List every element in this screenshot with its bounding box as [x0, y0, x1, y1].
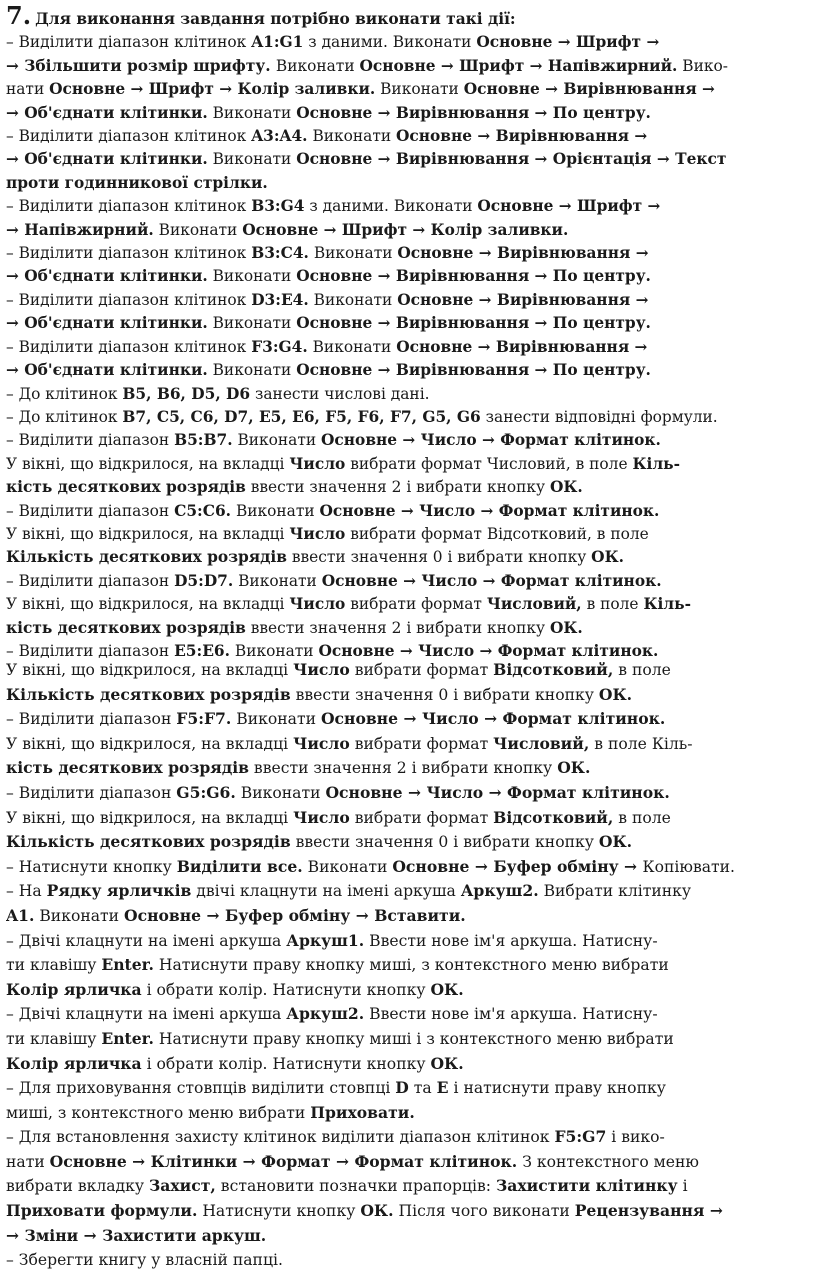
text-line	[6, 781, 812, 806]
text-run: Виконати	[308, 244, 398, 263]
bold-text: Виділити все.	[176, 856, 303, 876]
bold-text: Число	[289, 524, 346, 543]
text-line	[6, 359, 812, 382]
bold-text: Кіль-	[643, 595, 691, 614]
text-line	[6, 806, 812, 831]
bold-text: Основне → Вирівнювання →	[396, 337, 648, 356]
bold-text: Основне → Число → Формат клітинок.	[319, 501, 660, 520]
bold-text: A3:A4.	[251, 127, 308, 146]
text-line	[6, 312, 812, 335]
text-line	[6, 148, 812, 171]
bold-text: Число	[293, 733, 350, 753]
text-line	[6, 658, 812, 683]
bold-text: ОК.	[550, 618, 583, 637]
bold-text: E5:E6.	[174, 641, 230, 660]
bold-text: E	[436, 1078, 449, 1098]
text-run: – До клітинок	[6, 384, 123, 403]
text-run: і	[677, 1177, 688, 1196]
text-run: – Виділити діапазон клітинок	[6, 197, 252, 216]
bold-text: Число	[293, 807, 350, 827]
text-run: ввести значення 2 і вибрати кнопку	[245, 478, 551, 497]
bold-text: Основне → Шрифт →	[476, 33, 660, 52]
text-line	[6, 242, 812, 265]
bold-text: Основне → Вирівнювання →	[463, 80, 715, 99]
text-run: в поле	[613, 661, 671, 679]
text-run: Виконати	[232, 431, 322, 450]
bold-text: Аркуш2.	[460, 881, 539, 901]
bold-text: B7, C5, C6, D7, E5, E6, F5, F6, F7, G5, G6	[122, 407, 481, 426]
bold-text: ОК.	[360, 1201, 394, 1221]
text-line	[6, 683, 812, 708]
bold-text: Число	[289, 595, 346, 614]
bold-text: Основне → Шрифт →	[477, 197, 661, 216]
text-line	[6, 219, 812, 242]
text-run: У вікні, що відкрилося, на вкладці	[6, 595, 290, 614]
text-run: – Виділити діапазон клітинок	[6, 33, 252, 52]
text-run: У вікні, що відкрилося, на вкладці	[6, 661, 294, 679]
text-run: встановити позначки прапорців:	[215, 1177, 496, 1196]
text-run: та	[408, 1079, 437, 1098]
bold-text: F3:G4.	[251, 337, 308, 356]
task-text-bottom	[6, 658, 812, 1273]
text-run: вибрати формат Відсотковий, в поле	[345, 524, 649, 543]
text-line	[6, 476, 812, 499]
text-run: з даними. Виконати	[304, 197, 478, 216]
bold-text: Основне → Число → Формат клітинок.	[325, 782, 670, 802]
text-run: миші, з контекстного меню вибрати	[6, 1103, 311, 1122]
text-run: Виконати	[233, 571, 322, 590]
text-line	[6, 732, 812, 757]
bold-text: F5:F7.	[176, 709, 232, 729]
bold-text: Основне → Вирівнювання →	[397, 244, 649, 263]
text-run: вибрати формат Числовий, в поле	[345, 454, 633, 473]
text-line	[6, 1027, 812, 1052]
text-run: Виконати	[207, 103, 297, 122]
bold-text: Основне → Вирівнювання →	[397, 290, 649, 309]
bold-text: ОК.	[557, 758, 591, 778]
bold-text: ОК.	[430, 1053, 464, 1073]
text-line	[6, 1101, 812, 1126]
text-line	[6, 904, 812, 929]
text-line	[6, 570, 812, 593]
text-line	[6, 1076, 812, 1101]
bold-text: Основне → Вирівнювання → По центру.	[296, 103, 651, 122]
text-run: Натиснути праву кнопку миші і з контекстного меню вибрати	[153, 1029, 674, 1048]
text-run: У вікні, що відкрилося, на вкладці	[6, 524, 290, 543]
bold-text: Аркуш2.	[286, 1004, 365, 1024]
text-run: Вико-	[677, 56, 728, 75]
text-run: – Виділити діапазон клітинок	[6, 244, 252, 263]
text-run: в поле	[581, 595, 644, 614]
text-line	[6, 1199, 812, 1224]
text-run: Виконати	[207, 361, 297, 380]
bold-text: → Напівжирний.	[6, 220, 154, 239]
text-line	[6, 78, 812, 101]
bold-text: Захист,	[149, 1176, 216, 1196]
bold-text: ОК.	[598, 684, 633, 704]
text-run: Натиснути кнопку	[197, 1202, 361, 1221]
bold-text: Основне → Вирівнювання → По центру.	[296, 267, 651, 286]
bold-text: Числовий,	[493, 733, 590, 753]
text-run: У вікні, що відкрилося, на вкладці	[6, 808, 294, 827]
text-run: – Виділити діапазон клітинок	[6, 127, 252, 146]
text-run: вибрати формат	[349, 808, 494, 827]
bold-text: → Об'єднати клітинки.	[6, 314, 208, 333]
text-run: Вибрати клітинку	[538, 882, 692, 901]
text-line	[6, 1248, 812, 1273]
text-line	[6, 31, 812, 54]
bold-text: Основне → Шрифт → Напівжирний.	[359, 56, 678, 75]
text-run: – Виділити діапазон	[6, 571, 175, 590]
bold-text: D5:D7.	[174, 571, 234, 590]
bold-text: → Зміни → Захистити аркуш.	[6, 1225, 267, 1245]
text-run: Виконати	[153, 220, 243, 239]
text-line	[6, 1052, 812, 1077]
bold-text: Приховати формули.	[6, 1201, 198, 1221]
text-run: Ввести нове ім'я аркуша. Натисну-	[364, 931, 658, 950]
text-run: Виконати	[34, 906, 125, 925]
text-run: і натиснути праву кнопку	[448, 1079, 666, 1098]
text-run: вибрати формат	[345, 595, 487, 614]
text-run: – До клітинок	[6, 407, 123, 426]
text-line	[6, 383, 812, 406]
bold-text: F5:G7	[554, 1127, 607, 1147]
text-line	[6, 830, 812, 855]
text-run: занести числові дані.	[250, 384, 430, 403]
text-run: ввести значення 0 і вибрати кнопку	[290, 685, 599, 704]
bold-text: B3:C4.	[251, 244, 309, 263]
text-line	[6, 289, 812, 312]
bold-text: C5:C6.	[174, 501, 232, 520]
text-run: Виконати	[207, 314, 297, 333]
bold-text: → Об'єднати клітинки.	[6, 103, 208, 122]
text-line	[6, 707, 812, 732]
text-line	[6, 978, 812, 1003]
bold-text: ОК.	[591, 548, 624, 567]
text-run: Виконати	[307, 337, 397, 356]
text-run: – Двічі клацнути на імені аркуша	[6, 1005, 287, 1024]
bold-text: B3:G4	[251, 197, 305, 216]
text-run: ти клавішу	[6, 1029, 102, 1048]
text-run: Виконати	[275, 56, 360, 75]
text-line	[6, 1002, 812, 1027]
text-run: ввести значення 2 і вибрати кнопку	[245, 618, 551, 637]
text-run: ввести значення 0 і вибрати кнопку	[290, 833, 599, 852]
text-run: – Виділити діапазон	[6, 710, 177, 729]
text-run: ти клавішу	[6, 956, 102, 975]
text-line	[6, 125, 812, 148]
text-line	[6, 523, 812, 546]
bold-text: кість десяткових розрядів	[6, 758, 249, 778]
bold-text: Захистити клітинку	[496, 1176, 678, 1196]
text-run: нати	[6, 80, 50, 99]
text-run: з даними. Виконати	[303, 33, 477, 52]
text-run: – Виділити діапазон клітинок	[6, 290, 252, 309]
text-run: вибрати вкладку	[6, 1177, 150, 1196]
bold-text: D3:E4.	[251, 290, 309, 309]
text-run: в поле Кіль-	[589, 734, 693, 753]
text-run: Виконати	[375, 80, 464, 99]
bold-text: Основне → Число → Формат клітинок.	[318, 641, 659, 660]
text-run: Виконати	[230, 641, 319, 660]
text-run: вибрати формат	[349, 734, 494, 753]
bold-text: Аркуш1.	[286, 930, 365, 950]
text-line	[6, 336, 812, 359]
text-run: – Для встановлення захисту клітинок виділити діапазон клітинок	[6, 1128, 555, 1147]
bold-text: кість десяткових розрядів	[6, 618, 246, 637]
text-line	[6, 172, 812, 195]
text-run: ввести значення 0 і вибрати кнопку	[286, 548, 592, 567]
text-line	[6, 1150, 812, 1175]
text-run: ввести значення 2 і вибрати кнопку	[248, 759, 558, 778]
text-run: Виконати	[231, 501, 320, 520]
text-line	[6, 756, 812, 781]
text-run: У вікні, що відкрилося, на вкладці	[6, 734, 294, 753]
task-text-top	[6, 4, 812, 663]
bold-text: Кількість десяткових розрядів	[6, 684, 291, 704]
bold-text: Основне → Вирівнювання → По центру.	[296, 314, 651, 333]
text-line	[6, 929, 812, 954]
bold-text: Основне → Вирівнювання → По центру.	[296, 361, 651, 380]
bold-text: B5, B6, D5, D6	[122, 384, 251, 403]
bold-text: B5:B7.	[174, 431, 233, 450]
bold-text: Кіль-	[632, 454, 681, 473]
text-line	[6, 593, 812, 616]
text-run: в поле	[613, 808, 671, 827]
text-line	[6, 102, 812, 125]
text-line	[6, 265, 812, 288]
bold-text: кість десяткових розрядів	[6, 478, 246, 497]
bold-text: Приховати.	[310, 1102, 415, 1122]
bold-text: A1.	[6, 905, 35, 925]
text-run: У вікні, що відкрилося, на вкладці	[6, 454, 290, 473]
text-run: і обрати колір. Натиснути кнопку	[141, 980, 431, 999]
text-run: – Виділити діапазон	[6, 641, 175, 660]
text-line	[6, 453, 812, 476]
bold-text: Відсотковий,	[493, 807, 614, 827]
text-run: – Виділити діапазон	[6, 431, 175, 450]
text-run: і обрати колір. Натиснути кнопку	[141, 1054, 431, 1073]
bold-text: D	[395, 1078, 409, 1098]
text-run: – Зберегти книгу у власній папці.	[6, 1251, 283, 1270]
bold-text: Основне → Буфер обміну →	[392, 856, 643, 876]
text-run: двічі клацнути на імені аркуша	[191, 882, 461, 901]
bold-text: Основне → Вирівнювання → Орієнтація → Текст	[296, 150, 727, 169]
bold-text: Enter.	[101, 1028, 154, 1048]
text-run: Ввести нове ім'я аркуша. Натисну-	[364, 1005, 658, 1024]
text-line	[6, 1224, 812, 1249]
text-run: Виконати	[235, 783, 326, 802]
bold-text: Основне → Число → Формат клітинок.	[321, 571, 662, 590]
bold-text: Відсотковий,	[493, 660, 614, 679]
bold-text: Для виконання завдання потрібно виконати такі дії:	[35, 10, 516, 28]
text-run: вибрати формат	[349, 661, 494, 679]
bold-text: Основне → Число → Формат клітинок.	[321, 431, 661, 450]
task-number: 7.	[6, 4, 32, 30]
text-run: – Двічі клацнути на імені аркуша	[6, 931, 287, 950]
text-run: Виконати	[231, 710, 321, 729]
bold-text: ОК.	[430, 979, 464, 999]
text-run: – Натиснути кнопку	[6, 857, 177, 876]
bold-text: A1:G1	[251, 33, 304, 52]
text-run: Виконати	[302, 857, 393, 876]
bold-text: G5:G6.	[176, 782, 236, 802]
text-run: Після чого виконати	[393, 1202, 575, 1221]
text-run: – Виділити діапазон	[6, 501, 175, 520]
bold-text: Enter.	[101, 955, 154, 975]
text-run: Виконати	[308, 290, 398, 309]
text-line	[6, 500, 812, 523]
bold-text: Рецензування →	[574, 1201, 723, 1221]
bold-text: → Збільшити розмір шрифту.	[6, 56, 276, 75]
bold-text: Основне → Шрифт → Колір заливки.	[49, 80, 376, 99]
bold-text: ОК.	[598, 832, 633, 852]
bold-text: → Об'єднати клітинки.	[6, 150, 208, 169]
text-line	[6, 429, 812, 452]
text-line	[6, 55, 812, 78]
text-run: – Виділити діапазон	[6, 783, 177, 802]
bold-text: Основне → Вирівнювання →	[396, 127, 648, 146]
text-run: Виконати	[207, 150, 297, 169]
bold-text: → Об'єднати клітинки.	[6, 267, 208, 286]
text-run: – На	[6, 882, 47, 901]
text-line	[6, 406, 812, 429]
bold-text: → Об'єднати клітинки.	[6, 361, 208, 380]
bold-text: Число	[289, 454, 346, 473]
text-line	[6, 1174, 812, 1199]
text-line	[6, 195, 812, 218]
text-run: занести відповідні формули.	[480, 407, 718, 426]
text-line	[6, 879, 812, 904]
text-run: Виконати	[307, 127, 396, 146]
text-run: нати	[6, 1152, 50, 1171]
text-run: Натиснути праву кнопку миші, з контекстного меню вибрати	[153, 956, 669, 975]
bold-text: Колір ярличка	[6, 1053, 142, 1073]
text-line	[6, 1125, 812, 1150]
text-line	[6, 4, 812, 31]
bold-text: Основне → Клітинки → Формат → Формат клітинок.	[49, 1151, 518, 1171]
text-run: і вико-	[606, 1128, 665, 1147]
bold-text: Колір ярличка	[6, 979, 142, 999]
bold-text: Кількість десяткових розрядів	[6, 832, 291, 852]
text-run: Копіювати.	[642, 857, 736, 876]
text-run: Виконати	[207, 267, 297, 286]
text-run: – Для приховування стовпців виділити стовпці	[6, 1079, 396, 1098]
bold-text: Кількість десяткових розрядів	[6, 548, 287, 567]
text-line	[6, 617, 812, 640]
text-line	[6, 953, 812, 978]
bold-text: Числовий,	[486, 595, 582, 614]
bold-text: проти годинникової стрілки.	[6, 173, 268, 192]
bold-text: ОК.	[550, 478, 583, 497]
bold-text: Основне → Шрифт → Колір заливки.	[242, 220, 569, 239]
bold-text: Основне → Число → Формат клітинок.	[320, 709, 666, 729]
text-line	[6, 855, 812, 880]
bold-text: Рядку ярличків	[46, 881, 192, 901]
bold-text: Число	[293, 660, 350, 679]
text-line	[6, 546, 812, 569]
text-run: З контекстного меню	[517, 1152, 699, 1171]
text-run: – Виділити діапазон клітинок	[6, 337, 252, 356]
bold-text: Основне → Буфер обміну → Вставити.	[124, 905, 466, 925]
